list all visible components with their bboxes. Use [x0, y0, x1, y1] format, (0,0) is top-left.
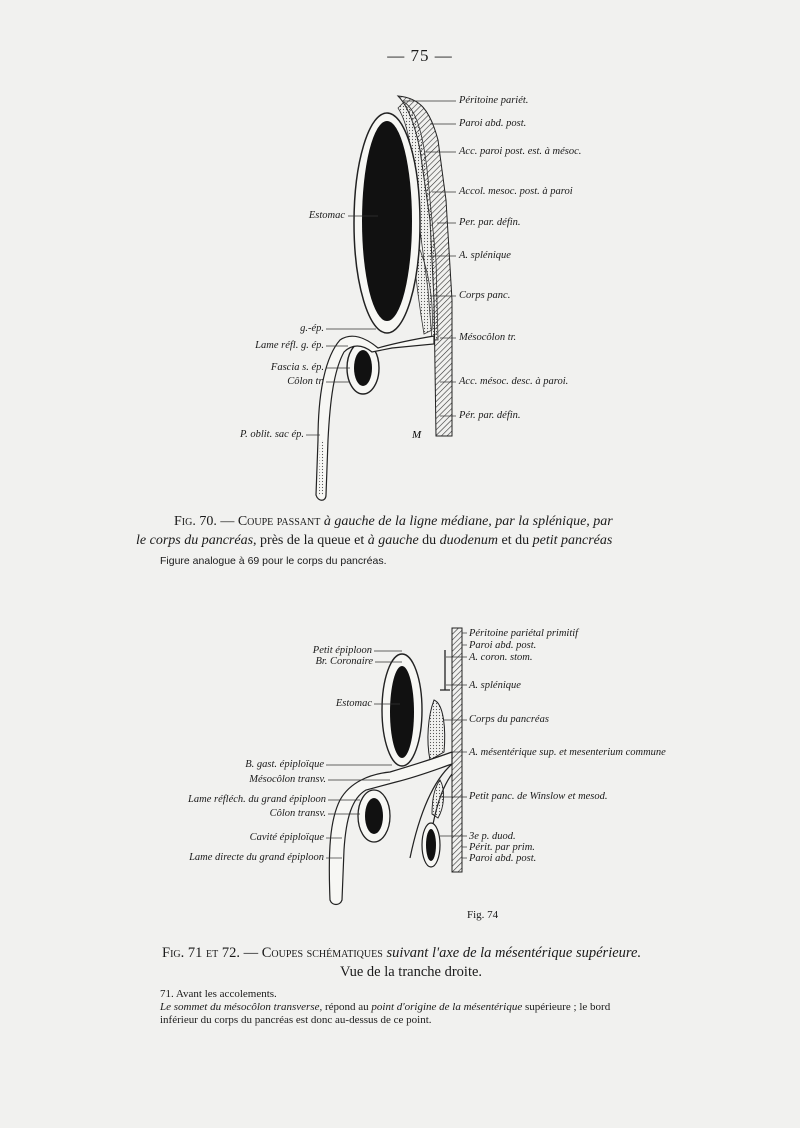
fig71-fig-label: Fig. 74: [467, 909, 499, 921]
fig71-label-3e-p-duod: 3e p. duod.: [469, 831, 516, 842]
fig71-label-b-gast: B. gast. épiploïque: [245, 759, 324, 770]
fig70-m-mark: M: [412, 429, 422, 441]
page-number: — 75 —: [387, 46, 453, 65]
fig71-label-lame-directe: Lame directe du grand épiploon: [189, 852, 324, 863]
fig71-caption: [162, 944, 702, 982]
fig71-pancreas: [428, 700, 445, 760]
fig70-label-mesocolon-tr: Mésocôlon tr.: [459, 332, 517, 343]
fig71-label-corps-pancreas: Corps du pancréas: [469, 714, 549, 725]
fig70-label-fascia: Fascia s. ép.: [270, 362, 324, 373]
fig70-label-paroi-abd-post: Paroi abd. post.: [459, 118, 527, 129]
fig71-label-a-coron: A. coron. stom.: [469, 652, 533, 663]
fig71-label-paroi-abd: Paroi abd. post.: [469, 640, 537, 651]
fig71-label-lame-reflech: Lame réfléch. du grand épiploon: [188, 794, 326, 805]
fig70-subcaption: Figure analogue à 69 pour le corps du pancréas.: [160, 555, 387, 567]
fig70-label-accol-mesoc: Accol. mesoc. post. à paroi: [459, 186, 573, 197]
fig71-small-pancreas: [432, 780, 444, 818]
fig71-label-petit-epiploon: Petit épiploon: [312, 645, 372, 656]
fig70-caption-petit: petit pancréas: [532, 533, 613, 548]
fig71-duodenum-inner: [426, 829, 436, 861]
fig70-label-acc-mesoc-desc: Acc. mésoc. desc. à paroi.: [459, 376, 569, 387]
notes-line1-mid: répond au: [322, 1001, 372, 1013]
fig70-caption-prefix: Fig. 70. — Coupe passant: [174, 514, 324, 529]
fig71-abdominal-wall: [452, 628, 462, 872]
fig70-label-estomac: Estomac: [308, 210, 345, 221]
fig70-label-g-ep: g.-ép.: [300, 323, 324, 334]
fig71-label-cavite: Cavité épiploïque: [249, 832, 324, 843]
fig70-caption-a-gauche-2: à gauche: [367, 533, 419, 548]
fig70-label-p-oblit: P. oblit. sac ép.: [240, 429, 304, 440]
fig71-caption-line2: Vue de la tranche droite.: [340, 964, 483, 980]
fig71-label-paroi-abd-2: Paroi abd. post.: [469, 853, 537, 864]
notes-line1-it2: point d'origine de la mésentérique: [371, 1001, 523, 1013]
fig70-label-a-splenique: A. splénique: [459, 250, 511, 261]
fig71-label-colon-transv: Côlon transv.: [269, 808, 326, 819]
fig70-label-lame-refl: Lame réfl. g. ép.: [255, 340, 324, 351]
fig71-colon-inner: [365, 798, 383, 834]
fig70-caption-duodenum: duodenum: [439, 533, 498, 548]
fig70-caption-corps: le corps du pancréas: [136, 533, 254, 548]
fig70-label-corps-panc: Corps panc.: [459, 290, 511, 301]
fig70-label-acc-paroi: Acc. paroi post. est. à mésoc.: [459, 146, 582, 157]
fig70-caption-et-du: et du: [498, 533, 533, 548]
notes-line1-it1: Le sommet du mésocôlon transverse,: [160, 1001, 323, 1013]
fig71-label-a-splenique: A. splénique: [469, 680, 521, 691]
fig70-label-per-par-defin-2: Pér. par. défin.: [459, 410, 521, 421]
fig70-label-colon-tr: Côlon tr.: [287, 376, 324, 387]
fig71-label-estomac: Estomac: [335, 698, 372, 709]
fig71-label-peritoine: Péritoine pariétal primitif: [469, 628, 579, 639]
fig70-caption-mid: , près de la queue et: [253, 533, 368, 548]
fig71-label-perit-par: Périt. par prim.: [469, 842, 535, 853]
fig71-label-petit-panc: Petit panc. de Winslow et mesod.: [469, 791, 608, 802]
fig70-caption-a-gauche: à gauche de la ligne médiane, par la splénique, par: [323, 514, 613, 529]
notes-line2: inférieur du corps du pancréas est donc au-dessus de ce point.: [160, 1014, 432, 1026]
fig71-label-a-mesenterique: A. mésentérique sup. et mesenterium commune: [469, 747, 666, 758]
notes-heading: 71. Avant les accolements.: [160, 988, 277, 1000]
fig70-label-peritoine-pariet: Péritoine pariét.: [459, 95, 529, 106]
fig70-label-per-par-defin: Per. par. défin.: [459, 217, 521, 228]
fig71-label-br-coronaire: Br. Coronaire: [315, 656, 373, 667]
fig71-caption-prefix: Fig. 71 et 72. — Coupes schématiques: [162, 945, 387, 961]
fig71-caption-italic: suivant l'axe de la mésentérique supérieure.: [386, 945, 642, 961]
fig71-label-mesocolon: Mésocôlon transv.: [249, 774, 326, 785]
notes-block: [160, 988, 760, 1027]
fig70-caption-du: du: [418, 533, 440, 548]
fig71-stomach-inner: [390, 666, 414, 758]
notes-line1-end: supérieure ; le bord: [522, 1001, 611, 1013]
